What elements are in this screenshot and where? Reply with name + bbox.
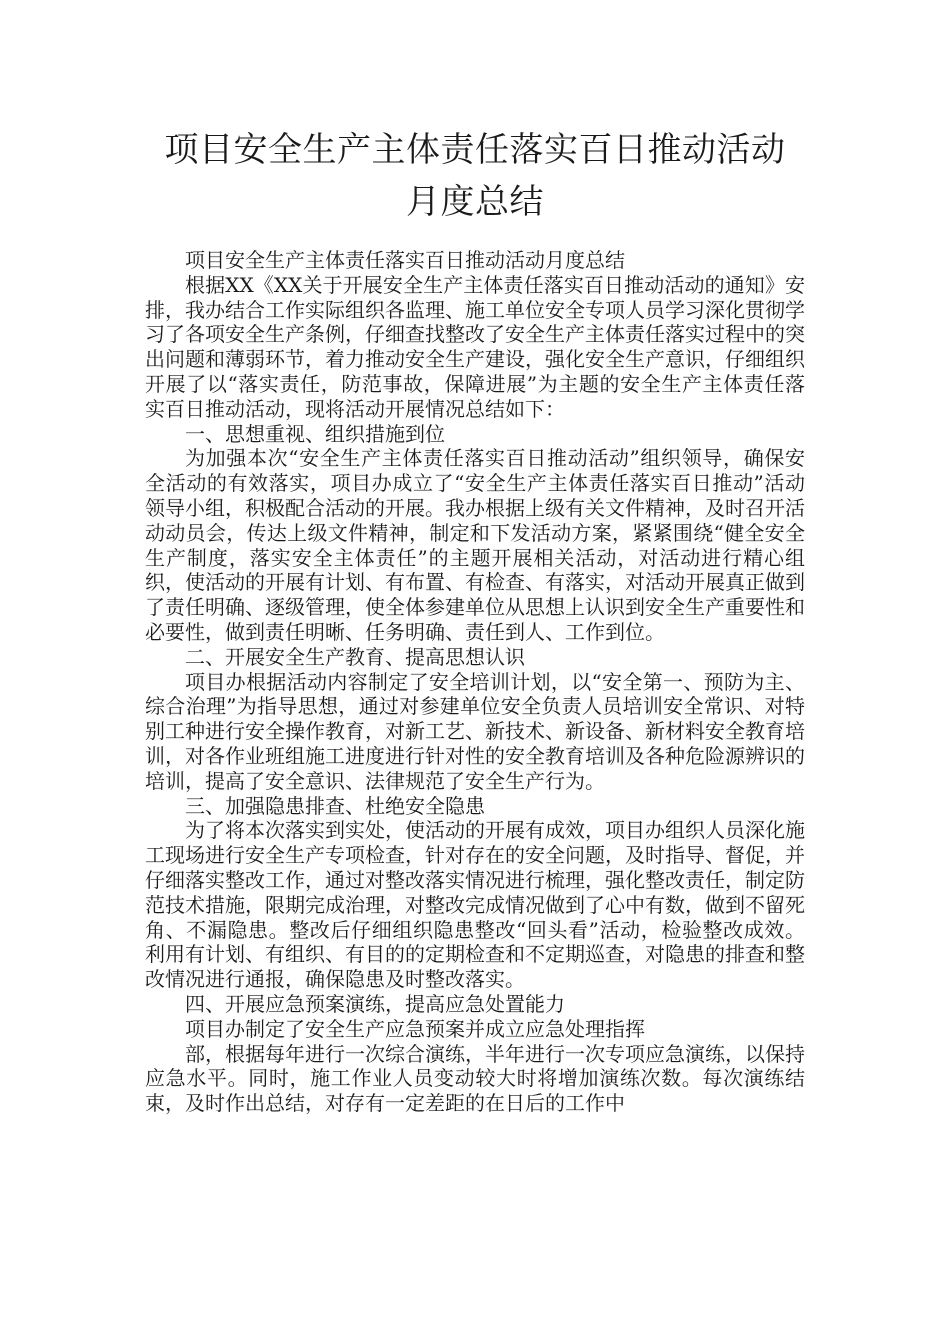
section-4-continuation: 部，根据每年进行一次综合演练，半年进行一次专项应急演练，以保持应急水平。同时，施工作业人员变动较大时将增加演练次数。每次演练结束，及时作出总结，对存有一定差距的在日后的工作中: [145, 1041, 805, 1116]
section-2-body: 项目办根据活动内容制定了安全培训计划，以“安全第一、预防为主、综合治理”为指导思想，通过对参建单位安全负责人员培训安全常识、对特别工种进行安全操作教育，对新工艺、新技术、新设备、新材料安全教育培训，对各作业班组施工进度进行针对性的安全教育培训及各种危险源辨识的培训，提高了安全意识、法律规范了安全生产行为。: [145, 669, 805, 793]
section-4-body: 项目办制定了安全生产应急预案并成立应急处理指挥: [185, 1016, 645, 1041]
section-2-heading: 二、开展安全生产教育、提高思想认识: [185, 644, 525, 669]
document-body: [145, 248, 805, 1116]
document-subtitle: 项目安全生产主体责任落实百日推动活动月度总结: [185, 248, 625, 272]
section-3-heading: 三、加强隐患排查、杜绝安全隐患: [185, 793, 485, 818]
section-1-heading: 一、思想重视、组织措施到位: [185, 421, 445, 446]
section-3-body: 为了将本次落实到实处，使活动的开展有成效，项目办组织人员深化施工现场进行安全生产专项检查，针对存在的安全问题，及时指导、督促，并仔细落实整改工作，通过对整改落实情况进行梳理，强化整改责任，制定防范技术措施，限期完成治理，对整改完成情况做到了心中有数，做到不留死角、不漏隐患。整改后仔细组织隐患整改“回头看”活动，检验整改成效。利用有计划、有组织、有目的的定期检查和不定期巡查，对隐患的排查和整改情况进行通报，确保隐患及时整改落实。: [145, 818, 805, 992]
section-1-body: 为加强本次“安全生产主体责任落实百日推动活动”组织领导，确保安全活动的有效落实，项目办成立了“安全生产主体责任落实百日推动”活动领导小组，积极配合活动的开展。我办根据上级有关文件精神，及时召开活动动员会，传达上级文件精神，制定和下发活动方案，紧紧围绕“健全安全生产制度，落实安全主体责任”的主题开展相关活动，对活动进行精心组织，使活动的开展有计划、有布置、有检查、有落实，对活动开展真正做到了责任明确、逐级管理，使全体参建单位从思想上认识到安全生产重要性和必要性，做到责任明晰、任务明确、责任到人、工作到位。: [145, 446, 805, 644]
document-title-line-2: 月度总结: [406, 182, 544, 222]
section-4-heading: 四、开展应急预案演练，提高应急处置能力: [185, 991, 565, 1016]
document-title-line-1: 项目安全生产主体责任落实百日推动活动: [164, 130, 786, 170]
intro-paragraph: 根据XX《XX关于开展安全生产主体责任落实百日推动活动的通知》安排，我办结合工作实际组织各监理、施工单位安全专项人员学习深化贯彻学习了各项安全生产条例，仔细查找整改了安全生产主体责任落实过程中的突出问题和薄弱环节，着力推动安全生产建设，强化安全生产意识，仔细组织开展了以“落实责任，防范事故，保障进展”为主题的安全生产主体责任落实百日推动活动，现将活动开展情况总结如下：: [145, 272, 805, 421]
